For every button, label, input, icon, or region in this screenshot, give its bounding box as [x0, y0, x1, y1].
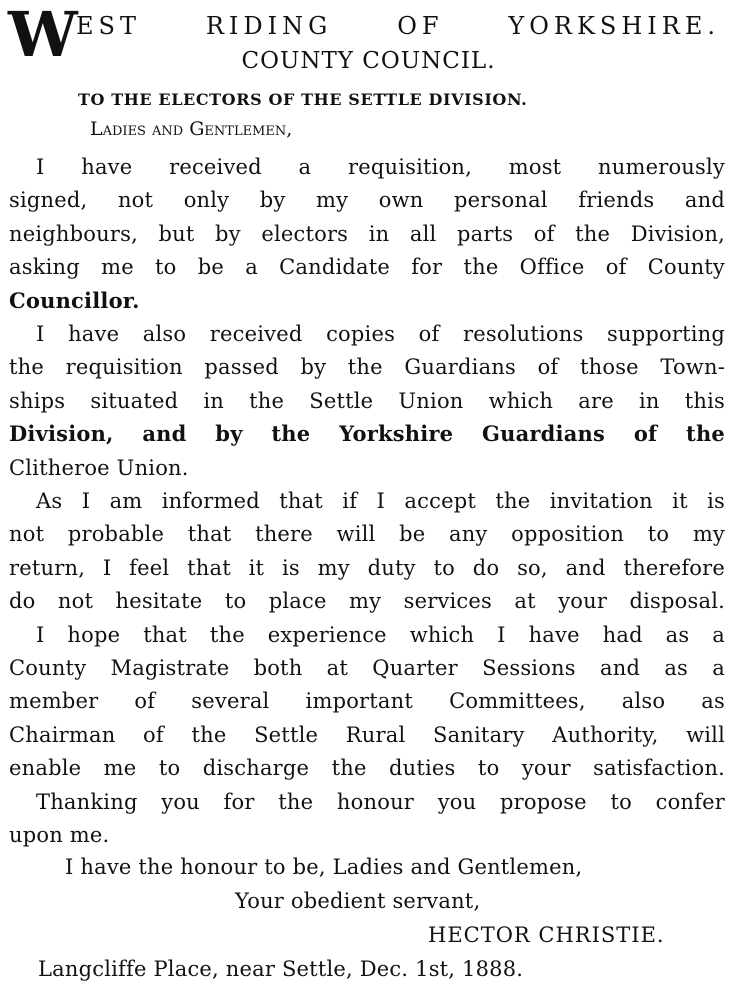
- body-line: ships situated in the Settle Union which are in this: [9, 388, 725, 413]
- body-line: Councillor.: [9, 287, 140, 313]
- body-line: neighbours, but by electors in all parts of the Division,: [9, 221, 725, 246]
- closing-line: I have the honour to be, Ladies and Gentlemen,: [65, 855, 583, 879]
- notice-title: EST RIDING OF YORKSHIRE.: [76, 12, 720, 40]
- body-line: return, I feel that it is my duty to do so, and therefore: [9, 555, 725, 580]
- body-line: member of several important Committees, also as: [9, 689, 725, 714]
- body-line: the requisition passed by the Guardians of those Town-: [9, 355, 725, 380]
- body-line: signed, not only by my own personal friends and: [9, 188, 725, 213]
- signature: HECTOR CHRISTIE.: [428, 923, 665, 947]
- body-line: asking me to be a Candidate for the Office of County: [9, 255, 725, 280]
- salutation: Ladies and Gentlemen,: [90, 118, 293, 140]
- body-line: County Magistrate both at Quarter Sessions and as a: [9, 656, 725, 680]
- body-line: upon me.: [9, 823, 110, 847]
- body-line: Thanking you for the honour you propose to confer: [36, 789, 725, 814]
- body-line: enable me to discharge the duties to your satisfaction.: [9, 756, 725, 781]
- body-line: I hope that the experience which I have had as a: [36, 622, 725, 647]
- closing-servant: Your obedient servant,: [235, 889, 481, 913]
- notice-subtitle: COUNTY COUNCIL.: [241, 48, 496, 74]
- place-date: Langcliffe Place, near Settle, Dec. 1st, 1888.: [38, 957, 524, 981]
- body-line: Chairman of the Settle Rural Sanitary Authority, will: [9, 722, 725, 747]
- body-line: not probable that there will be any opposition to my: [9, 522, 725, 547]
- body-line: As I am informed that if I accept the invitation it is: [36, 489, 725, 513]
- body-line: Clitheroe Union.: [9, 455, 189, 480]
- body-line: Division, and by the Yorkshire Guardians of the: [9, 421, 725, 447]
- body-line: I have also received copies of resolutions supporting: [36, 322, 725, 346]
- body-line: do not hesitate to place my services at your disposal.: [9, 589, 725, 614]
- body-line: I have received a requisition, most numerously: [36, 155, 725, 179]
- drop-cap: W: [8, 0, 78, 71]
- address-line: TO THE ELECTORS OF THE SETTLE DIVISION.: [78, 90, 528, 109]
